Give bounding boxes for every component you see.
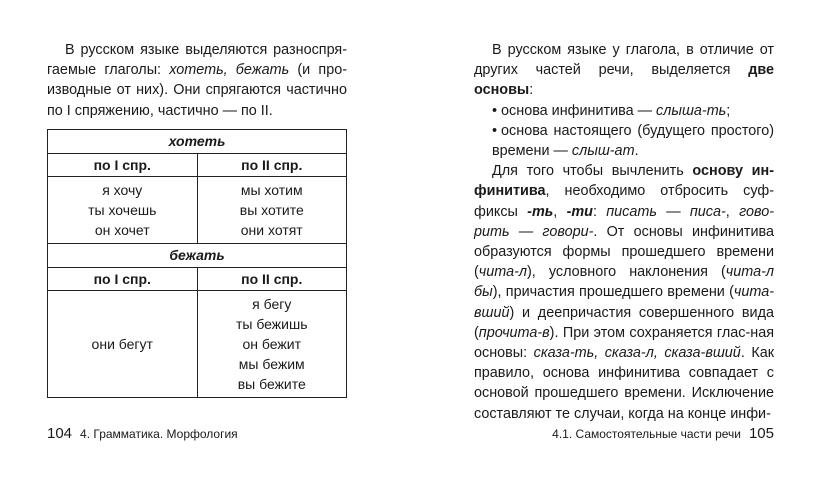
verb-form: вы хотите: [239, 201, 304, 218]
example-word: слыша-ть: [656, 102, 727, 119]
paragraph-text: ,: [553, 203, 567, 220]
example-word: чита-вший: [474, 284, 774, 321]
list-item-text: основа инфинитива —: [501, 102, 657, 119]
stem-list: [474, 101, 774, 162]
paragraph-text: , необходимо отбросить суф-фиксы: [474, 183, 774, 220]
conjugation-table: [47, 129, 347, 398]
paragraph-text: ). При этом сохраняется глас-ная основы:: [474, 324, 774, 362]
paragraph-text: В русском языке у глагола, в отличие от других частей речи, выделяется: [474, 42, 774, 79]
page-number: 105: [748, 425, 774, 442]
example-word: слыш-ат: [571, 143, 635, 160]
verb-header-khotet: хотеть: [48, 129, 347, 153]
khotet-conj-2-forms: [197, 176, 347, 243]
example-word: прочита-в: [478, 324, 550, 341]
verb-form: вы бежите: [237, 375, 306, 392]
running-title: 4. Грамматика. Морфология: [80, 427, 238, 441]
paragraph-text: :: [529, 82, 534, 99]
infinitive-stem-paragraph: [474, 161, 774, 424]
right-column: [474, 40, 774, 424]
running-title: 4.1. Самостоятельные части речи: [552, 427, 741, 441]
paragraph-text: . Как правило, основа инфинитива совпадает с основой прошедшего времени. Исключение составляют те случаи, когда на конце инфи-: [474, 345, 774, 422]
bullet-icon: •: [492, 122, 498, 139]
verb-form: они бегут: [91, 335, 153, 352]
list-item: [474, 101, 774, 121]
term-infinitive-stem: основу ин-финитива: [474, 163, 774, 200]
left-column: [47, 40, 347, 398]
verb-form: мы бежим: [238, 355, 305, 372]
verb-form: мы хотим: [240, 181, 303, 198]
column-header-conj-2: по II спр.: [197, 267, 347, 290]
right-footer: [552, 424, 774, 444]
intro-text: (и про-: [289, 62, 347, 79]
paragraph-text: Для того чтобы вычленить: [492, 163, 693, 180]
verb-header-bezhat: бежать: [48, 243, 347, 267]
right-page: [410, 0, 820, 480]
verb-form: я бегу: [252, 295, 292, 312]
suffix: -ти: [566, 203, 593, 220]
paragraph-text: ), условного наклонения (: [527, 264, 726, 281]
term-two-stems: две основы: [474, 62, 774, 99]
list-item-text: ;: [726, 102, 731, 119]
column-header-conj-2: по II спр.: [197, 153, 347, 176]
right-intro-paragraph: [474, 40, 774, 101]
page-number: 104: [47, 425, 73, 442]
paragraph-text: ) и деепричастия совершенного вида (: [474, 304, 774, 341]
verb-form: ты хочешь: [88, 201, 157, 218]
suffix: -ть: [527, 203, 554, 220]
verb-form: они хотят: [240, 221, 303, 238]
example-word: чита-л: [478, 264, 527, 281]
example-word: писать — писа-: [606, 203, 726, 220]
example-word: сказа-ть, сказа-л, сказа-вший: [533, 345, 741, 362]
paragraph-text: ), причастия прошедшего времени (: [492, 284, 734, 301]
intro-text: гаемые глаголы:: [47, 62, 170, 79]
list-item-text: .: [634, 143, 639, 160]
list-item-text: основа настоящего (будущего простого) времени —: [492, 122, 774, 160]
paragraph-text: :: [592, 203, 607, 220]
bezhat-conj-2-forms: [197, 290, 347, 397]
column-header-conj-1: по I спр.: [48, 267, 198, 290]
left-intro-paragraph: [47, 40, 347, 121]
intro-verbs: хотеть, бежать: [169, 62, 290, 79]
example-word: гово-рить — говори-: [474, 203, 775, 240]
example-word: чита-л бы: [474, 264, 774, 301]
intro-text: В русском языке выделяются разноспря-: [65, 42, 347, 58]
bezhat-conj-1-forms: [48, 290, 198, 397]
left-footer: [47, 424, 238, 444]
khotet-conj-1-forms: [48, 176, 198, 243]
intro-text: изводные от них). Они спрягаются частично: [47, 82, 347, 99]
bullet-icon: •: [492, 102, 498, 119]
verb-form: ты бежишь: [235, 315, 308, 332]
verb-form: я хочу: [102, 181, 143, 198]
paragraph-text: ,: [725, 203, 740, 220]
paragraph-text: . От основы инфинитива образуются формы прошедшего времени (: [474, 223, 774, 281]
verb-form: он бежит: [242, 335, 301, 352]
column-header-conj-1: по I спр.: [48, 153, 198, 176]
list-item: [474, 121, 774, 161]
intro-text: по I спряжению, частично — по II.: [47, 102, 273, 119]
verb-form: он хочет: [94, 221, 150, 238]
